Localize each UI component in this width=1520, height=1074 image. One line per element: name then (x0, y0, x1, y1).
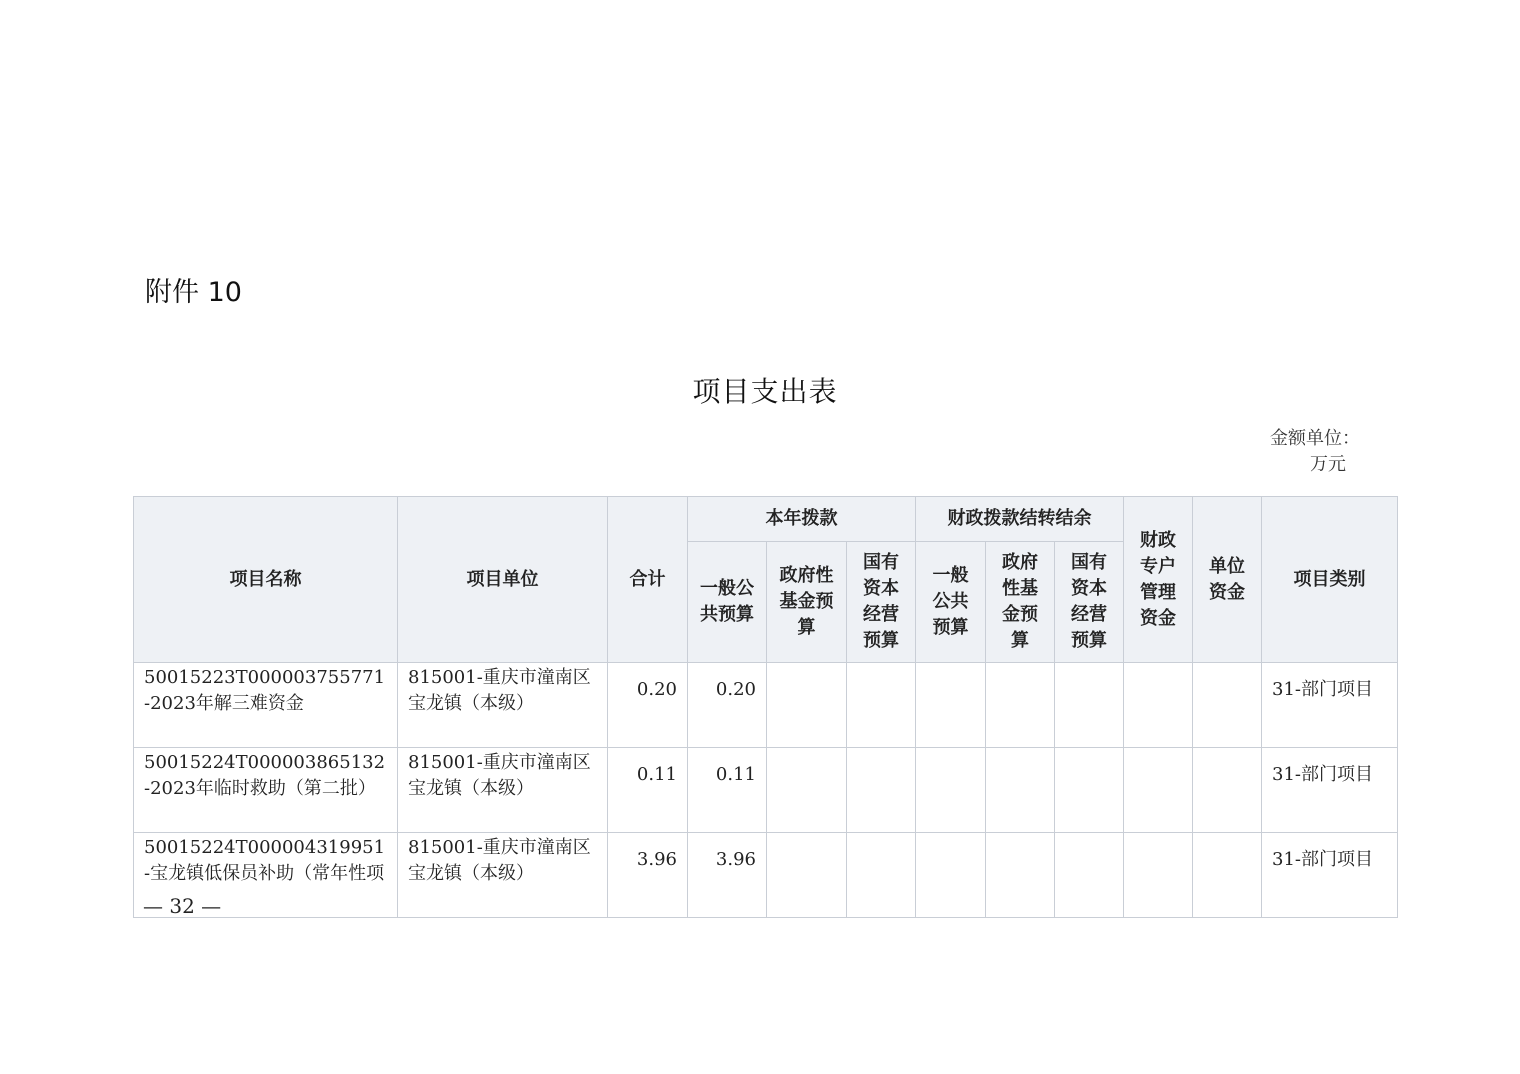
cell-category: 31-部门项目 (1262, 833, 1398, 918)
header-cy-general: 一般公共预算 (688, 542, 767, 663)
header-current-year-group: 本年拨款 (688, 497, 916, 542)
cell-cy-general: 0.20 (688, 663, 767, 748)
cell-special-fund (1124, 748, 1193, 833)
cell-total: 0.11 (608, 748, 688, 833)
cell-project-unit: 815001-重庆市潼南区宝龙镇（本级） (398, 663, 608, 748)
page-number: — 32 — (143, 894, 222, 918)
header-project-unit: 项目单位 (398, 497, 608, 663)
cell-cy-general: 0.11 (688, 748, 767, 833)
cell-special-fund (1124, 833, 1193, 918)
cell-project-name: 50015223T000003755771-2023年解三难资金 (134, 663, 398, 748)
cell-cy-gov-fund (767, 748, 847, 833)
cell-co-state-capital (1055, 748, 1124, 833)
header-total: 合计 (608, 497, 688, 663)
cell-unit-fund (1193, 663, 1262, 748)
header-carryover-group: 财政拨款结转结余 (916, 497, 1124, 542)
page-title: 项目支出表 (692, 375, 838, 408)
table-header (134, 497, 1398, 663)
cell-project-unit: 815001-重庆市潼南区宝龙镇（本级） (398, 833, 608, 918)
cell-cy-state-capital (847, 748, 916, 833)
cell-cy-state-capital (847, 663, 916, 748)
header-co-general: 一般公共预算 (916, 542, 986, 663)
amount-unit-note (1270, 426, 1390, 478)
cell-co-gov-fund (986, 833, 1055, 918)
cell-project-unit: 815001-重庆市潼南区宝龙镇（本级） (398, 748, 608, 833)
table-row (134, 833, 1398, 918)
amount-unit-value: 万元 (1310, 454, 1346, 475)
header-co-gov-fund: 政府性基金预算 (986, 542, 1055, 663)
table-row (134, 663, 1398, 748)
table-body (134, 663, 1398, 918)
cell-co-general (916, 663, 986, 748)
cell-co-general (916, 748, 986, 833)
cell-cy-gov-fund (767, 663, 847, 748)
cell-total: 3.96 (608, 833, 688, 918)
cell-cy-gov-fund (767, 833, 847, 918)
table-row (134, 748, 1398, 833)
cell-co-state-capital (1055, 663, 1124, 748)
cell-project-name: 50015224T000004319951-宝龙镇低保员补助（常年性项 (134, 833, 398, 918)
cell-unit-fund (1193, 748, 1262, 833)
cell-co-state-capital (1055, 833, 1124, 918)
cell-category: 31-部门项目 (1262, 748, 1398, 833)
header-category: 项目类别 (1262, 497, 1398, 663)
cell-category: 31-部门项目 (1262, 663, 1398, 748)
header-project-name: 项目名称 (134, 497, 398, 663)
cell-co-general (916, 833, 986, 918)
cell-co-gov-fund (986, 748, 1055, 833)
header-unit-fund: 单位资金 (1193, 497, 1262, 663)
cell-cy-general: 3.96 (688, 833, 767, 918)
cell-co-gov-fund (986, 663, 1055, 748)
cell-unit-fund (1193, 833, 1262, 918)
header-special-fund: 财政专户管理资金 (1124, 497, 1193, 663)
cell-total: 0.20 (608, 663, 688, 748)
project-expenditure-table (133, 496, 1398, 918)
amount-unit-label: 金额单位： (1270, 428, 1360, 449)
header-cy-state-capital: 国有资本经营预算 (847, 542, 916, 663)
cell-special-fund (1124, 663, 1193, 748)
header-cy-gov-fund: 政府性基金预算 (767, 542, 847, 663)
cell-cy-state-capital (847, 833, 916, 918)
header-co-state-capital: 国有资本经营预算 (1055, 542, 1124, 663)
cell-project-name: 50015224T000003865132-2023年临时救助（第二批） (134, 748, 398, 833)
attachment-label: 附件 10 (145, 277, 242, 308)
